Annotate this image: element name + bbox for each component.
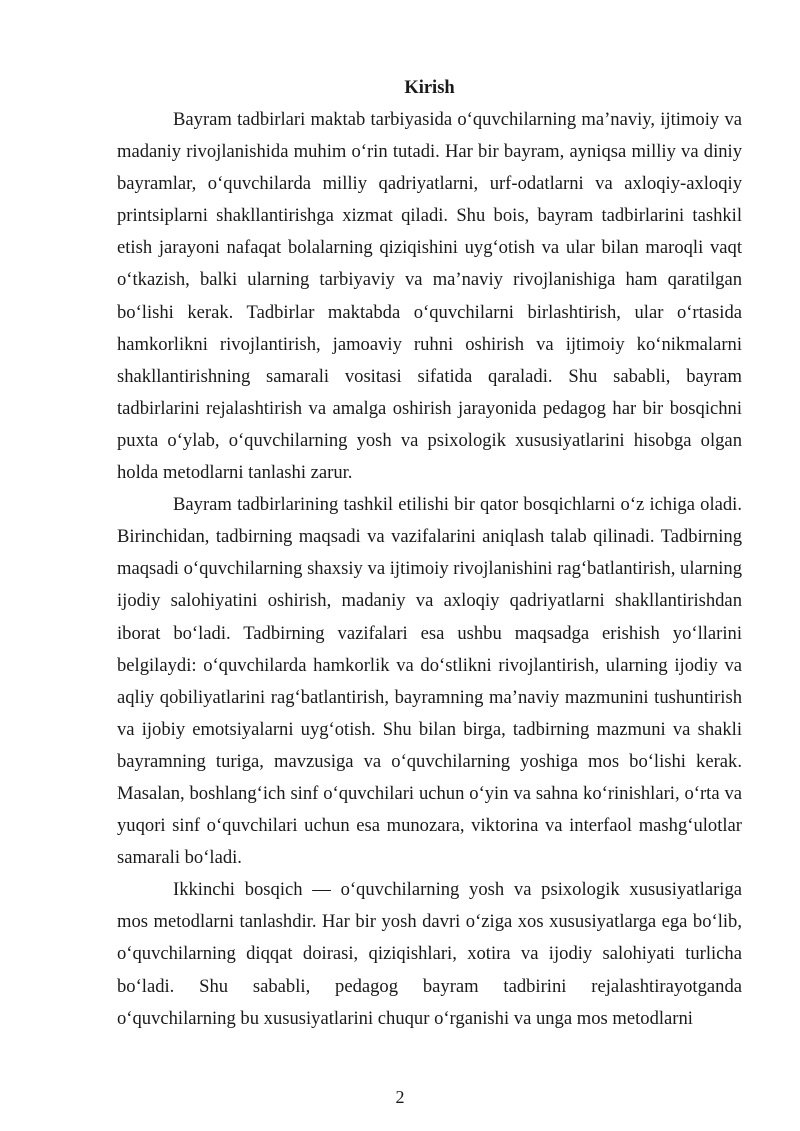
paragraph-stages: Bayram tadbirlarining tashkil etilishi bir qator bosqichlarni o‘z ichiga oladi. Birinchidan, tadbirning maqsadi va vazifalarini aniqlash talab qilinadi. Tadbirning maqsadi o‘quvchilarning shaxsiy va ijtimoiy rivojlanishini rag‘batlantirish, ularning ijodiy salohiyatini oshirish, madaniy va axloqiy qadriyatlarni shakllantirishdan iborat bo‘ladi. Tadbirning vazifalari esa ushbu maqsadga erishish yo‘llarini belgilaydi: o‘quvchilarda hamkorlik va do‘stlikni rivojlantirish, ularning ijodiy va aqliy qobiliyatlarini rag‘batlantirish, bayramning ma’naviy mazmunini tushuntirish va ijobiy emotsiyalarni uyg‘otish. Shu bilan birga, tadbirning mazmuni va shakli bayramning turiga, mavzusiga va o‘quvchilarning yoshiga mos bo‘lishi kerak. Masalan, boshlang‘ich sinf o‘quvchilari uchun o‘yin va sahna ko‘rinishlari, o‘rta va yuqori sinf o‘quvchilari uchun esa munozara, viktorina va interfaol mashg‘ulotlar samarali bo‘ladi.	[117, 494, 742, 869]
paragraph-second-stage: Ikkinchi bosqich — o‘quvchilarning yosh va psixologik xususiyatlariga mos metodlarni tanlashdir. Har bir yosh davri o‘ziga xos xususiyatlarga ega bo‘lib, o‘quvchilarning diqqat doirasi, qiziqishlari, xotira va ijodiy salohiyati turlicha bo‘ladi. Shu sababli, pedagog bayram tadbirini rejalashtirayotganda o‘quvchilarning bu xususiyatlarini chuqur o‘rganishi va unga mos metodlarni	[117, 879, 742, 1029]
page-content	[117, 72, 742, 1035]
page-number: 2	[395, 1087, 405, 1107]
section-heading: Kirish	[404, 78, 455, 98]
paragraph-intro: Bayram tadbirlari maktab tarbiyasida o‘quvchilarning ma’naviy, ijtimoiy va madaniy rivojlanishida muhim o‘rin tutadi. Har bir bayram, ayniqsa milliy va diniy bayramlar, o‘quvchilarda milliy qadriyatlarni, urf-odatlarni va axloqiy-axloqiy printsiplarni shakllantirishga xizmat qiladi. Shu bois, bayram tadbirlarini tashkil etish jarayoni nafaqat bolalarning qiziqishini uyg‘otish va ular bilan maroqli vaqt o‘tkazish, balki ularning tarbiyaviy va ma’naviy rivojlanishiga ham qaratilgan bo‘lishi kerak. Tadbirlar maktabda o‘quvchilarni birlashtirish, ular o‘rtasida hamkorlikni rivojlantirish, jamoaviy ruhni oshirish va ijtimoiy ko‘nikmalarni shakllantirishning samarali vositasi sifatida qaraladi. Shu sababli, bayram tadbirlarini rejalashtirish va amalga oshirish jarayonida pedagog har bir bosqichni puxta o‘ylab, o‘quvchilarning yosh va psixologik xususiyatlarini hisobga olgan holda metodlarni tanlashi zarur.	[117, 109, 742, 484]
